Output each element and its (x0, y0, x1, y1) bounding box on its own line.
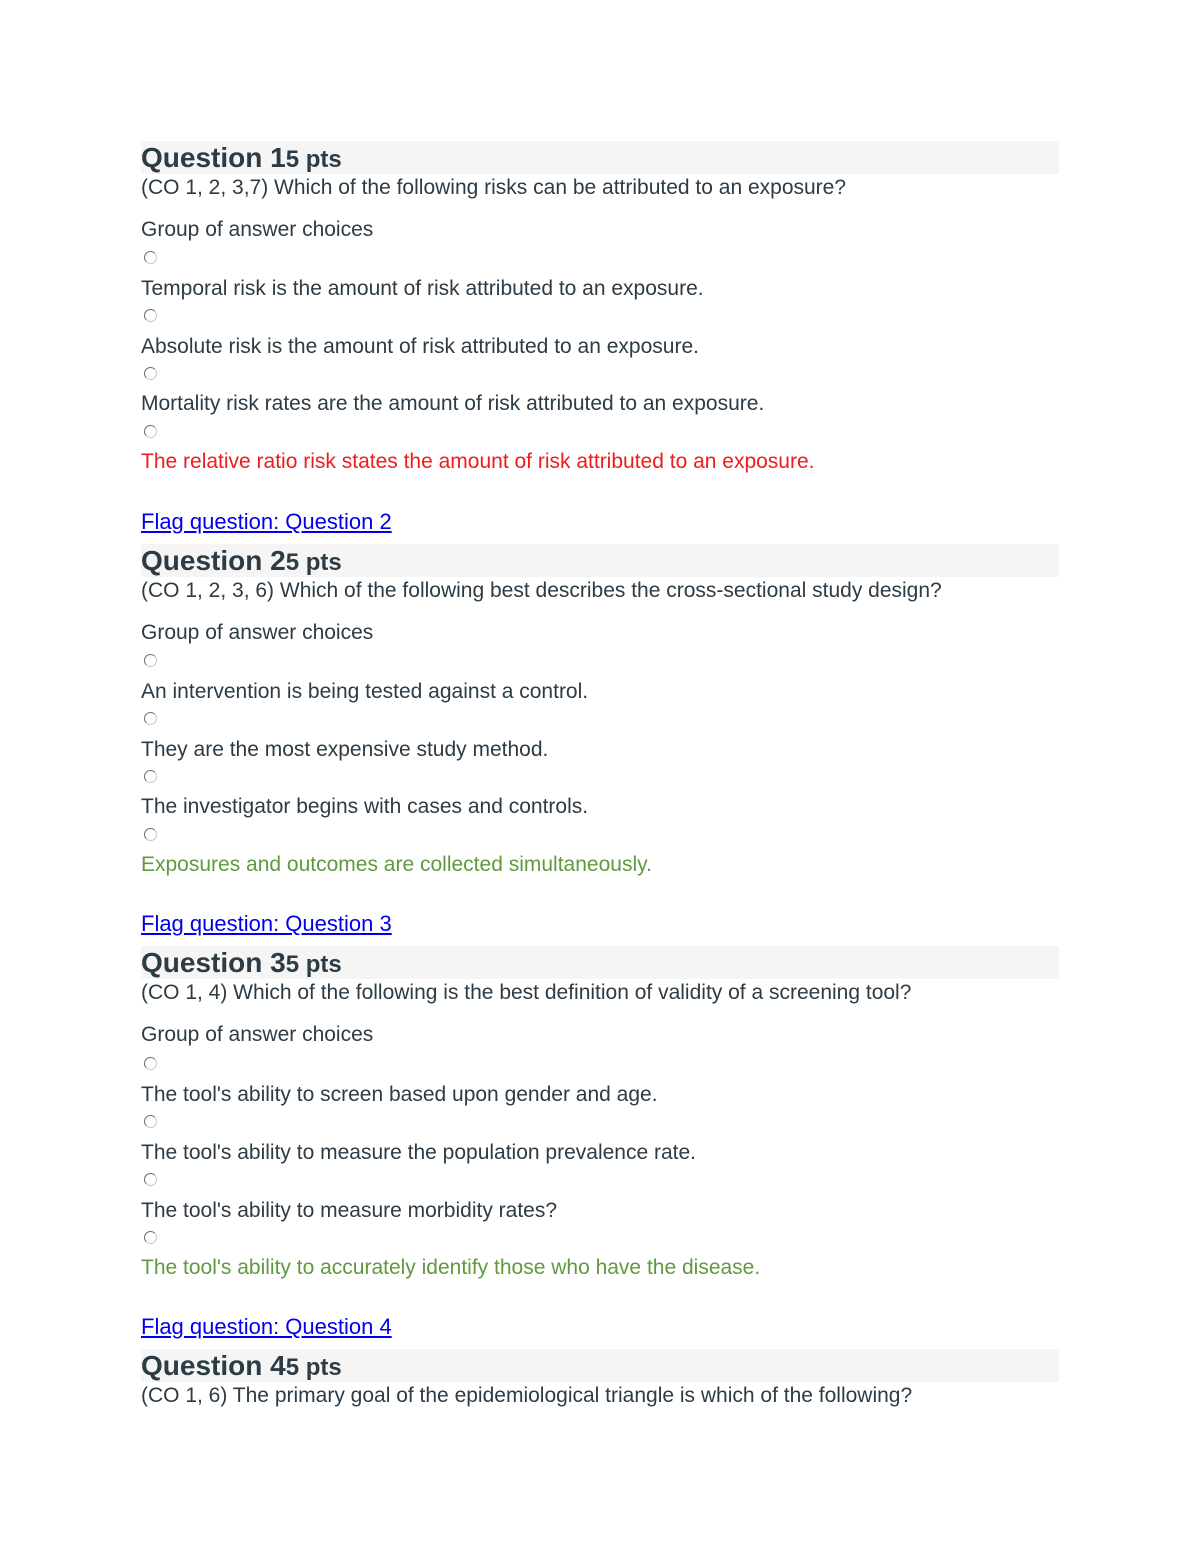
answer-label-incorrect[interactable]: The relative ratio risk states the amount of risk attributed to an exposure. (141, 450, 815, 473)
radio-button[interactable] (144, 309, 157, 322)
question-header (141, 1349, 1059, 1382)
question-title: Question 45 pts (141, 1350, 342, 1381)
radio-button[interactable] (144, 770, 157, 783)
question-title: Question 25 pts (141, 545, 342, 576)
question-points: 5 pts (285, 1354, 342, 1381)
question-points: 5 pts (285, 549, 342, 576)
radio-button[interactable] (144, 367, 157, 380)
question-text: (CO 1, 2, 3, 6) Which of the following best describes the cross-sectional study design? (141, 579, 942, 602)
answer-label-correct[interactable]: The tool's ability to accurately identify those who have the disease. (141, 1256, 761, 1279)
radio-button[interactable] (144, 1057, 157, 1070)
radio-button[interactable] (144, 1231, 157, 1244)
question-points: 5 pts (285, 146, 342, 173)
question-title: Question 35 pts (141, 947, 342, 978)
radio-button[interactable] (144, 828, 157, 841)
radio-button[interactable] (144, 1173, 157, 1186)
question-header (141, 946, 1059, 979)
question-header (141, 544, 1059, 577)
answer-label-correct[interactable]: Exposures and outcomes are collected simultaneously. (141, 853, 652, 876)
question-text: (CO 1, 4) Which of the following is the best definition of validity of a screening tool? (141, 981, 912, 1004)
answer-group-label: Group of answer choices (141, 621, 374, 644)
answer-label[interactable]: The tool's ability to measure the population prevalence rate. (141, 1141, 697, 1164)
flag-question-link[interactable]: Flag question: Question 4 (141, 1314, 392, 1339)
question-text: (CO 1, 2, 3,7) Which of the following risks can be attributed to an exposure? (141, 176, 847, 199)
answer-label[interactable]: Mortality risk rates are the amount of risk attributed to an exposure. (141, 392, 765, 415)
answer-label[interactable]: Temporal risk is the amount of risk attributed to an exposure. (141, 277, 704, 300)
question-text: (CO 1, 6) The primary goal of the epidemiological triangle is which of the following? (141, 1384, 913, 1407)
radio-button[interactable] (144, 1115, 157, 1128)
flag-question-link[interactable]: Flag question: Question 2 (141, 509, 392, 534)
answer-group-label: Group of answer choices (141, 218, 374, 241)
flag-question-link[interactable]: Flag question: Question 3 (141, 911, 392, 936)
answer-label[interactable]: They are the most expensive study method. (141, 738, 549, 761)
question-title: Question 15 pts (141, 142, 342, 173)
radio-button[interactable] (144, 251, 157, 264)
answer-label[interactable]: The investigator begins with cases and controls. (141, 795, 589, 818)
question-points: 5 pts (285, 951, 342, 978)
radio-button[interactable] (144, 425, 157, 438)
answer-group-label: Group of answer choices (141, 1023, 374, 1046)
answer-label[interactable]: Absolute risk is the amount of risk attributed to an exposure. (141, 335, 699, 358)
answer-label[interactable]: The tool's ability to measure morbidity rates? (141, 1199, 558, 1222)
question-header (141, 141, 1059, 174)
answer-label[interactable]: An intervention is being tested against a control. (141, 680, 589, 703)
answer-label[interactable]: The tool's ability to screen based upon gender and age. (141, 1083, 658, 1106)
radio-button[interactable] (144, 712, 157, 725)
radio-button[interactable] (144, 654, 157, 667)
